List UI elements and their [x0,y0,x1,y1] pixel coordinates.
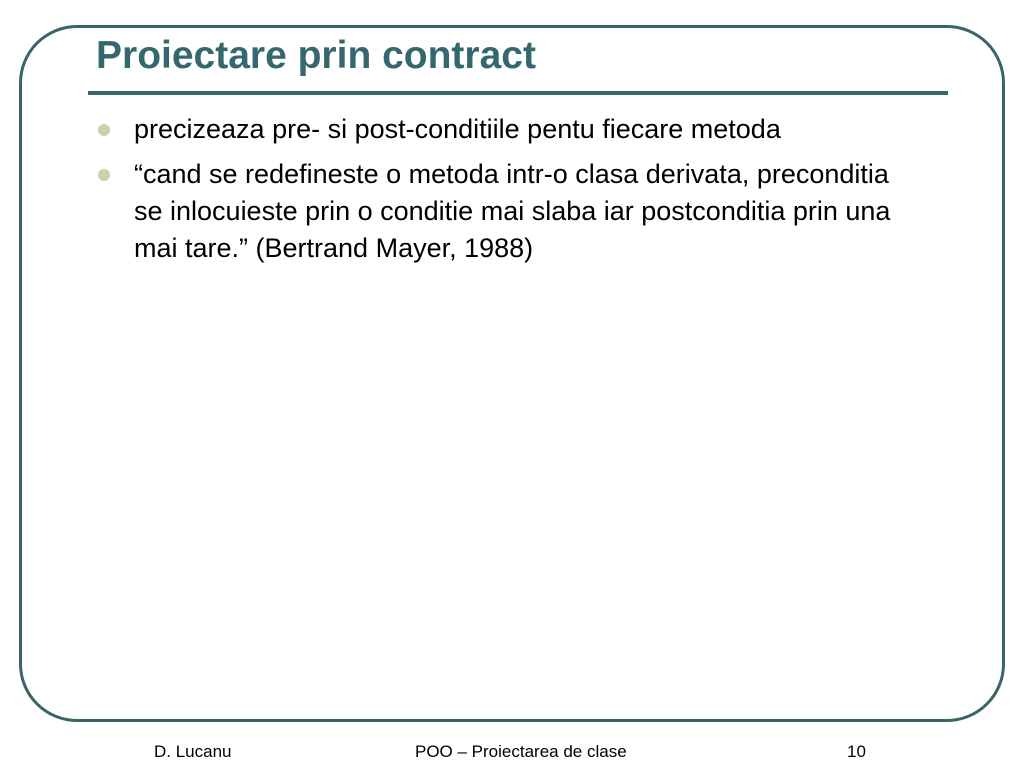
title-underline [88,91,948,95]
slide-title: Proiectare prin contract [96,34,536,77]
footer-course-title: POO – Proiectarea de clase [415,742,627,761]
bullet-text: precizeaza pre- si post-conditiile pentu fiecare metoda [134,114,781,144]
footer-author: D. Lucanu [154,742,232,761]
bullet-list [96,111,916,275]
bullet-text: “cand se redefineste o metoda intr-o clasa derivata, preconditia se inlocuieste prin o conditie mai slaba iar postconditia prin una mai tare.” (Bertrand Mayer, 1988) [134,159,891,263]
bullet-item [96,156,916,267]
bullet-dot-icon [98,124,110,136]
footer-page-number: 10 [847,742,866,761]
bullet-dot-icon [98,169,110,181]
bullet-item [96,111,916,148]
